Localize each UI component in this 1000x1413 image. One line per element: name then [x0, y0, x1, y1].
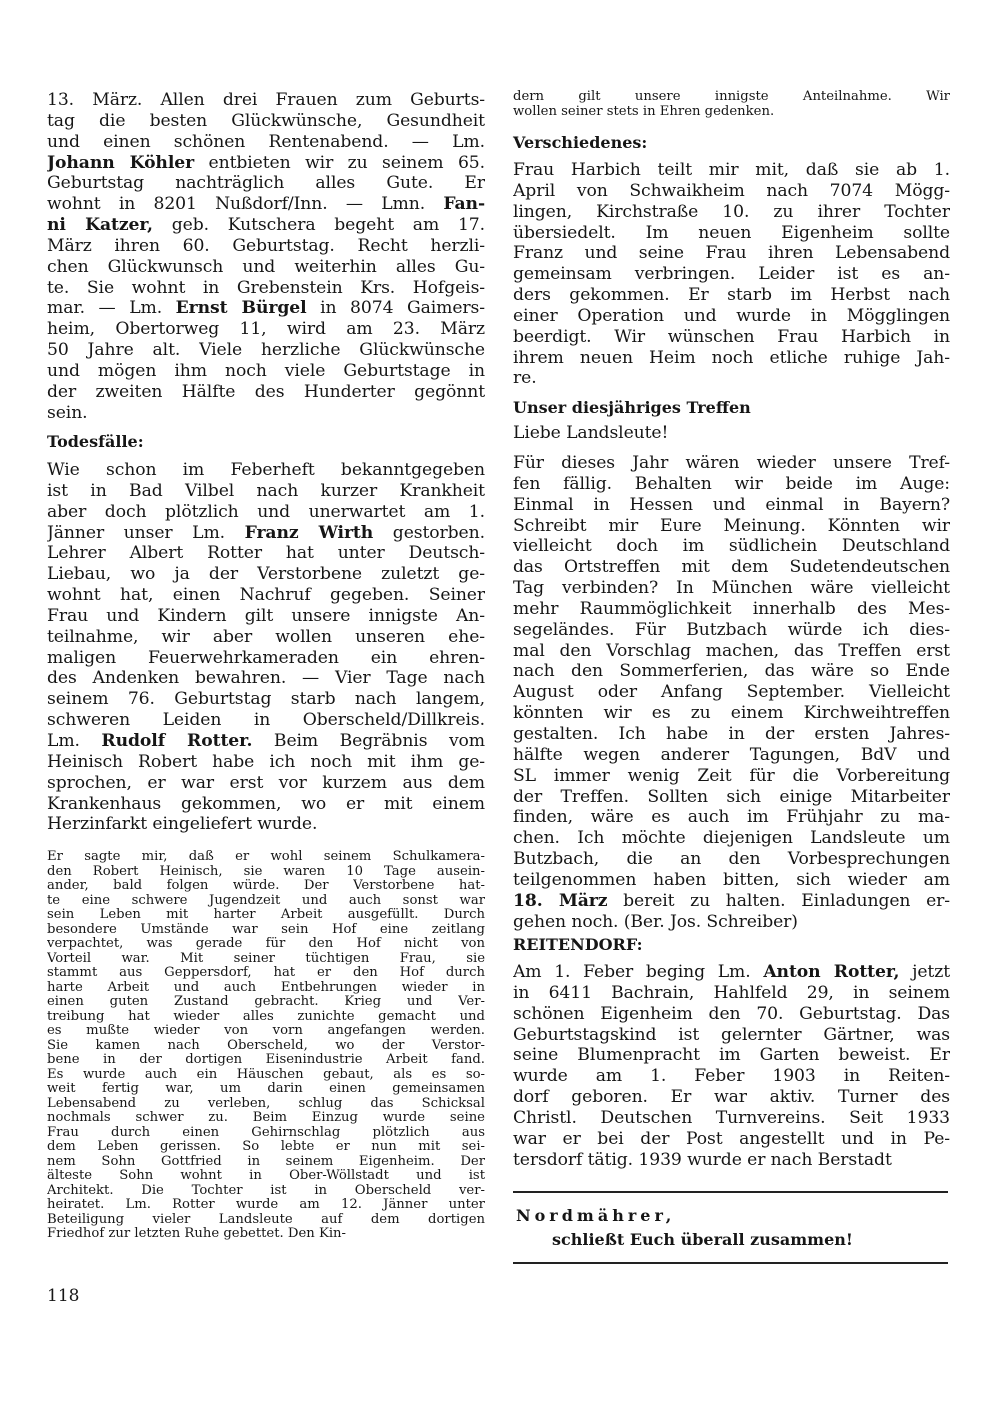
text-line — [47, 850, 485, 865]
text-segment: wollen seiner stets in Ehren gedenken. — [513, 104, 775, 119]
text-line — [47, 502, 485, 523]
text-line — [513, 495, 950, 516]
text-segment: Butzbach, die an den Vorbesprechungen — [513, 849, 950, 870]
text-line — [513, 983, 950, 1004]
text-segment: Beteiligung vieler Landsleute auf dem dortigen — [47, 1212, 485, 1227]
text-segment: beerdigt. Wir wünschen Frau Harbich in — [513, 326, 950, 347]
text-line — [513, 1004, 950, 1025]
text-line — [513, 1066, 950, 1087]
text-line — [47, 648, 485, 669]
text-segment: Franz und seine Frau ihren Lebensabend — [513, 243, 950, 264]
text-line — [47, 908, 485, 923]
text-segment: Heinisch Robert habe ich noch mit ihm ge- — [47, 751, 485, 772]
text-line — [47, 1024, 485, 1039]
text-segment: Tag verbinden? In München wäre vielleicht — [513, 578, 950, 599]
text-line — [47, 995, 485, 1010]
text-line — [47, 794, 485, 815]
text-segment: sein. — [47, 402, 88, 423]
text-line — [513, 787, 950, 808]
text-segment: ander, bald folgen würde. Der Verstorbene hat- — [47, 879, 485, 893]
text-segment: mar. — Lm. — [47, 298, 176, 319]
text-line — [513, 160, 950, 181]
text-segment: sprochen, er war erst vor kurzem aus dem — [47, 772, 485, 793]
text-line — [513, 181, 950, 202]
text-segment: ders gekommen. Er starb im Herbst nach — [513, 285, 950, 306]
text-segment: te eine schwere Jugendzeit und auch sonst war — [47, 893, 485, 908]
text-line — [513, 202, 950, 223]
text-segment: segeländes. Für Butzbach würde ich dies- — [513, 619, 950, 640]
text-line — [47, 1198, 485, 1213]
text-line — [47, 731, 485, 752]
text-segment: es mußte wieder von vorn angefangen werden. — [47, 1024, 485, 1038]
text-segment: nochmals schwer zu. Beim Einzug wurde seine — [47, 1111, 485, 1125]
heading-verschiedenes: Verschiedenes: — [513, 133, 648, 152]
text-line — [47, 382, 485, 403]
text-segment: verpachtet, was gerade für den Hof nicht von — [47, 937, 485, 951]
text-line — [513, 870, 950, 891]
text-segment: Er sagte mir, daß er wohl seinem Schulkamera- — [47, 850, 485, 864]
text-line — [513, 453, 950, 474]
text-segment: re. — [513, 368, 537, 389]
text-line — [513, 90, 950, 105]
text-line — [47, 543, 485, 564]
text-segment: chen Glückwunsch und weiterhin alles Gu- — [47, 256, 485, 277]
text-segment: und mögen ihm noch viele Geburtstage in — [47, 360, 485, 381]
text-segment: seine Blumenpracht im Garten beweist. Er — [513, 1045, 950, 1066]
text-segment: Herzinfarkt eingeliefert wurde. — [47, 814, 318, 835]
text-line — [513, 327, 950, 348]
text-line — [513, 962, 950, 983]
text-line — [513, 891, 950, 912]
bold-name: Franz Wirth — [244, 522, 374, 543]
text-segment: besondere Umstände war sein Hof eine zeitlang — [47, 922, 485, 937]
text-line — [47, 1213, 485, 1228]
text-line — [513, 223, 950, 244]
text-line — [47, 814, 485, 835]
text-line — [47, 194, 485, 215]
text-segment: war er bei der Post angestellt und in Pe- — [513, 1128, 950, 1149]
text-line — [47, 894, 485, 909]
text-line — [513, 516, 950, 537]
text-line — [47, 90, 485, 111]
text-line — [47, 952, 485, 967]
text-segment: Architekt. Die Tochter ist in Oberscheld ver- — [47, 1183, 485, 1198]
bold-name: Ernst Bürgel — [175, 298, 307, 319]
text-line — [47, 1155, 485, 1170]
text-line — [47, 298, 485, 319]
text-line — [513, 1129, 950, 1150]
text-line — [47, 1111, 485, 1126]
text-segment: März ihren 60. Geburtstag. Recht herzli- — [47, 235, 485, 256]
text-line — [513, 578, 950, 599]
text-segment: teilgenommen haben bitten, sich wieder am — [513, 869, 950, 890]
text-line — [47, 689, 485, 710]
text-segment: te. Sie wohnt in Grebenstein Krs. Hofgeis- — [47, 277, 485, 298]
text-segment: wohnt hat, einen Nachruf gegeben. Seiner — [47, 585, 485, 606]
text-segment: ist in Bad Vilbel nach kurzer Krankheit — [47, 480, 485, 501]
text-line — [47, 403, 485, 424]
text-line — [47, 153, 485, 174]
text-segment: harte Arbeit und auch Entbehrungen wieder in — [47, 980, 485, 995]
right-small-continuation — [513, 90, 950, 119]
text-line — [47, 340, 485, 361]
text-line — [47, 460, 485, 481]
text-segment: wurde am 1. Feber 1903 in Reiten- — [513, 1066, 950, 1087]
text-segment: Schreibt mir Eure Meinung. Könnten wir — [513, 515, 950, 536]
text-segment: Einmal in Hessen und einmal in Bayern? — [513, 494, 950, 515]
text-line — [47, 585, 485, 606]
greeting — [513, 423, 950, 444]
text-line — [47, 564, 485, 585]
text-segment: seinem 76. Geburtstag starb nach langem, — [47, 689, 485, 710]
text-segment: dern gilt unsere innigste Anteilnahme. Wir — [513, 90, 950, 104]
text-segment: Frau durch einen Gehirnschlag plötzlich aus — [47, 1125, 485, 1140]
text-line — [47, 132, 485, 153]
text-segment: Geburtstagskind ist gelernter Gärtner, was — [513, 1024, 950, 1045]
text-line — [47, 481, 485, 502]
text-segment: dorf geboren. Er war aktiv. Turner des — [513, 1087, 950, 1108]
text-segment: Krankenhaus gekommen, wo er mit einem — [47, 793, 485, 814]
text-line — [513, 368, 950, 389]
text-segment: gehen noch. (Ber. Jos. Schreiber) — [513, 911, 798, 932]
text-segment: Wie schon im Feberheft bekanntgegeben — [47, 460, 485, 480]
text-line — [513, 828, 950, 849]
left-para-deaths — [47, 460, 485, 835]
text-line — [47, 710, 485, 731]
text-line — [513, 1108, 950, 1129]
text-line — [47, 627, 485, 648]
text-line — [47, 1039, 485, 1054]
text-segment: Frau Harbich teilt mir mit, daß sie ab 1. — [513, 160, 950, 180]
text-line — [47, 1126, 485, 1141]
text-segment: mal den Vorschlag machen, das Treffen erst — [513, 640, 950, 661]
heading-todesfaelle: Todesfälle: — [47, 432, 144, 451]
text-line — [513, 1087, 950, 1108]
text-line — [47, 752, 485, 773]
bold-name: Johann Köhler — [47, 152, 195, 173]
text-line — [513, 243, 950, 264]
bold-name: ni Katzer, — [47, 215, 153, 236]
text-segment: weit fertig war, um darin einen gemeinsamen — [47, 1082, 485, 1096]
text-segment: stammt aus Geppersdorf, hat er den Hof durch — [47, 966, 485, 980]
text-segment: Lm. — [47, 730, 102, 751]
text-segment: und einen schönen Rentenabend. — Lm. — [47, 131, 485, 152]
text-line — [513, 264, 950, 285]
text-segment: Jänner unser Lm. — [47, 522, 245, 543]
text-line — [513, 807, 950, 828]
text-segment: maligen Feuerwehrkameraden ein ehren- — [47, 647, 485, 668]
text-line — [47, 1227, 485, 1242]
text-line — [47, 937, 485, 952]
text-line — [513, 105, 950, 120]
text-line — [47, 523, 485, 544]
text-line — [47, 879, 485, 894]
divider-top — [513, 1191, 948, 1193]
text-segment: schweren Leiden in Oberscheld/Dillkreis. — [47, 710, 485, 731]
text-segment: chen. Ich möchte diejenigen Landsleute um — [513, 828, 950, 849]
right-para-harbich — [513, 160, 950, 389]
text-line — [47, 773, 485, 794]
right-para-reitendorf — [513, 962, 950, 1170]
text-segment: könnten wir es zu einem Kirchweihtreffen — [513, 703, 950, 724]
heading-treffen: Unser diesjähriges Treffen — [513, 398, 751, 417]
text-segment: jetzt — [899, 962, 950, 982]
divider-bottom — [513, 1262, 948, 1264]
text-line — [513, 724, 950, 745]
text-segment: heiratet. Lm. Rotter wurde am 12. Jänner unter — [47, 1198, 485, 1212]
text-segment: heim, Obertorweg 11, wird am 23. März — [47, 319, 485, 340]
text-line — [47, 173, 485, 194]
text-segment: schönen Eigenheim den 70. Geburtstag. Das — [513, 1003, 950, 1024]
text-line — [513, 912, 950, 933]
text-segment: des Andenken bewahren. — Vier Tage nach — [47, 668, 485, 689]
text-line — [47, 606, 485, 627]
text-segment: das Ortstreffen mit dem Sudetendeutschen — [513, 557, 950, 578]
text-line — [47, 215, 485, 236]
text-segment: Friedhof zur letzten Ruhe gebettet. Den Kin- — [47, 1227, 346, 1241]
text-segment: fen fällig. Behalten wir beide im Auge: — [513, 473, 950, 494]
bold-name: Fan- — [443, 194, 485, 215]
text-segment: aber doch plötzlich und unerwartet am 1. — [47, 501, 485, 522]
text-segment: Liebau, wo ja der Verstorbene zuletzt ge- — [47, 564, 485, 585]
text-segment: Vorteil war. Mit seiner tüchtigen Frau, sie — [47, 951, 485, 966]
text-line — [513, 285, 950, 306]
text-segment: nach den Sommerferien, das wäre so Ende — [513, 661, 950, 682]
text-line — [47, 1140, 485, 1155]
text-line — [47, 319, 485, 340]
text-segment: Geburtstag nachträglich alles Gute. Er — [47, 173, 485, 194]
text-segment: Am 1. Feber beging Lm. — [513, 962, 764, 982]
left-para-birthdays — [47, 90, 485, 424]
text-segment: in 6411 Bachrain, Hahlfeld 29, in seinem — [513, 982, 950, 1003]
text-segment: geb. Kutschera begeht am 17. — [152, 215, 485, 236]
text-segment: ihrem neuen Heim noch etliche ruhige Jah- — [513, 347, 950, 368]
text-line — [47, 257, 485, 278]
text-line — [513, 849, 950, 870]
text-line — [513, 474, 950, 495]
text-line — [47, 865, 485, 880]
text-segment: vielleicht doch im südlichein Deutschland — [513, 536, 950, 557]
text-line — [513, 1025, 950, 1046]
text-line — [513, 536, 950, 557]
text-segment: Sie kamen nach Oberscheld, wo der Verstor- — [47, 1038, 485, 1053]
text-segment: den Robert Heinisch, sie waren 10 Tage ausein- — [47, 864, 485, 879]
text-line — [47, 1082, 485, 1097]
text-segment: August oder Anfang September. Vielleicht — [513, 682, 950, 703]
text-segment: dem Leben gerissen. So lebte er nun mit sei- — [47, 1140, 485, 1154]
text-segment: SL immer wenig Zeit für die Vorbereitung — [513, 765, 950, 786]
text-segment: einen guten Zustand gebracht. Krieg und Ver- — [47, 995, 485, 1009]
text-line — [47, 966, 485, 981]
text-segment: Beim Begräbnis vom — [252, 730, 485, 751]
text-line — [513, 348, 950, 369]
text-segment: mehr Raummöglichkeit innerhalb des Mes- — [513, 598, 950, 619]
text-segment: finden, wäre es auch im Frühjahr zu ma- — [513, 807, 950, 828]
page-number: 118 — [47, 1286, 80, 1306]
text-line — [513, 641, 950, 662]
text-segment: wohnt in 8201 Nußdorf/Inn. — Lmn. — [47, 194, 444, 215]
text-line — [513, 661, 950, 682]
text-segment: tag die besten Glückwünsche, Gesundheit — [47, 110, 485, 131]
text-segment: bene in der dortigen Eisenindustrie Arbeit fand. — [47, 1053, 485, 1067]
text-line — [47, 923, 485, 938]
text-line — [47, 1053, 485, 1068]
text-segment: Christl. Deutschen Turnvereins. Seit 1933 — [513, 1107, 950, 1128]
text-line — [47, 1097, 485, 1112]
bold-name: 18. März — [513, 890, 608, 911]
text-segment: der Treffen. Sollten sich einige Mitarbeiter — [513, 786, 950, 807]
text-line — [47, 981, 485, 996]
text-segment: teilnahme, wir aber wollen unseren ehe- — [47, 626, 485, 647]
right-para-treffen — [513, 453, 950, 932]
bold-name: Anton Rotter, — [763, 962, 900, 982]
heading-reitendorf: REITENDORF: — [513, 935, 643, 954]
text-line — [513, 620, 950, 641]
text-segment: gestorben. — [373, 522, 485, 543]
text-line — [513, 703, 950, 724]
text-segment: Lebensabend zu verleben, schlug das Schicksal — [47, 1096, 485, 1111]
text-segment: in 8074 Gaimers- — [306, 298, 485, 319]
text-segment: 50 Jahre alt. Viele herzliche Glückwünsche — [47, 340, 485, 361]
text-segment: gemeinsam verbringen. Leider ist es an- — [513, 264, 950, 285]
text-segment: tersdorf tätig. 1939 wurde er nach Berstadt — [513, 1149, 892, 1170]
text-segment: einer Operation und wurde in Mögglingen — [513, 305, 950, 326]
text-line — [47, 111, 485, 132]
text-line — [47, 1010, 485, 1025]
text-segment: älteste Sohn wohnt in Ober-Wöllstadt und ist — [47, 1169, 485, 1183]
text-line — [47, 1184, 485, 1199]
slogan-line2: schließt Euch überall zusammen! — [552, 1230, 853, 1249]
text-segment: gestalten. Ich habe in der ersten Jahres- — [513, 723, 950, 744]
left-small-obituary — [47, 850, 485, 1242]
text-segment: Frau und Kindern gilt unsere innigste An- — [47, 605, 485, 626]
text-line — [513, 306, 950, 327]
text-line — [513, 557, 950, 578]
text-segment: lingen, Kirchstraße 10. zu ihrer Tochter — [513, 201, 950, 222]
text-line — [47, 361, 485, 382]
text-segment: entbieten wir zu seinem 65. — [194, 152, 485, 173]
text-line — [47, 668, 485, 689]
text-segment: treibung hat wieder alles zunichte gemacht und — [47, 1009, 485, 1024]
text-line — [513, 682, 950, 703]
text-segment: der zweiten Hälfte des Hunderter gegönnt — [47, 381, 485, 402]
text-line — [47, 236, 485, 257]
text-segment: Lehrer Albert Rotter hat unter Deutsch- — [47, 543, 485, 564]
text-line — [513, 766, 950, 787]
text-line — [47, 1169, 485, 1184]
text-line — [513, 745, 950, 766]
text-segment: 13. März. Allen drei Frauen zum Geburts- — [47, 90, 485, 110]
text-line — [513, 599, 950, 620]
bold-name: Rudolf Rotter. — [101, 730, 253, 751]
text-segment: Es wurde auch ein Häuschen gebaut, als es so- — [47, 1067, 485, 1082]
text-segment: April von Schwaikheim nach 7074 Mögg- — [513, 180, 950, 201]
text-segment: Für dieses Jahr wären wieder unsere Tref- — [513, 453, 950, 473]
text-line — [513, 1150, 950, 1171]
slogan-line1: Nordmährer, — [516, 1206, 676, 1225]
text-segment: nem Sohn Gottfried in seinem Eigenheim. Der — [47, 1154, 485, 1169]
text-line — [513, 1045, 950, 1066]
text-line — [47, 1068, 485, 1083]
text-segment: hälfte wegen anderer Tagungen, BdV und — [513, 744, 950, 765]
text-segment: bereit zu halten. Einladungen er- — [607, 890, 950, 911]
text-segment: übersiedelt. Im neuen Eigenheim sollte — [513, 222, 950, 243]
greeting-line: Liebe Landsleute! — [513, 423, 669, 443]
text-segment: sein Leben mit harter Arbeit ausgefüllt. Durch — [47, 908, 485, 922]
text-line — [47, 278, 485, 299]
